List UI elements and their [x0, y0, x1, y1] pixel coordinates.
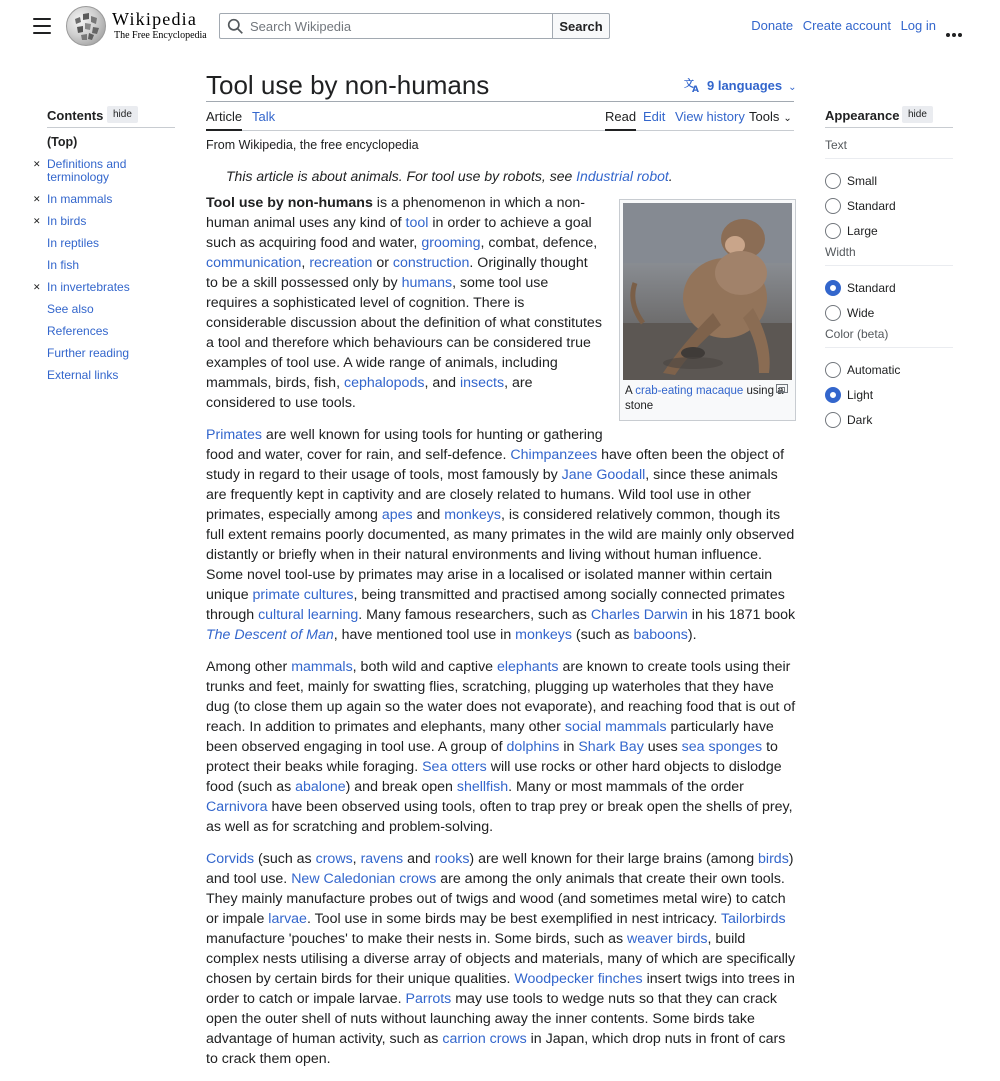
- article-link[interactable]: cephalopods: [343, 375, 425, 391]
- svg-text:A: A: [692, 85, 699, 93]
- toc-item[interactable]: [47, 136, 175, 149]
- caption-link[interactable]: crab-eating macaque: [635, 385, 744, 397]
- article-link[interactable]: New Caledonian crows: [291, 871, 437, 887]
- text-run: or: [372, 255, 393, 271]
- toc-hide-button[interactable]: hide: [107, 106, 138, 123]
- main-menu-icon[interactable]: [33, 18, 51, 34]
- article-link[interactable]: monkeys: [444, 507, 501, 523]
- article-link[interactable]: baboons: [633, 627, 688, 643]
- tab-view-history[interactable]: View history: [675, 109, 745, 124]
- toc-item-label: In birds: [47, 214, 87, 228]
- toc-item[interactable]: [33, 214, 175, 228]
- article-link[interactable]: ravens: [360, 851, 404, 867]
- wikipedia-wordmark[interactable]: [112, 9, 212, 42]
- article-link[interactable]: mammals: [291, 659, 353, 675]
- article-link[interactable]: larvae: [268, 911, 307, 927]
- text-run: ) and tool use.: [206, 851, 794, 887]
- text-run: , combat, defence,: [480, 235, 598, 251]
- tools-label: Tools: [749, 109, 780, 124]
- text-run: ).: [687, 627, 697, 643]
- tab-article[interactable]: Article: [206, 110, 242, 131]
- toc-expand-icon[interactable]: ✕: [33, 216, 41, 226]
- text-run: ,: [301, 255, 310, 271]
- toc-list: [33, 135, 175, 382]
- search-button[interactable]: Search: [552, 13, 610, 39]
- user-links: [745, 18, 936, 33]
- enlarge-icon[interactable]: [776, 384, 788, 393]
- search-box: [219, 13, 553, 39]
- toc-item-label: (Top): [47, 135, 78, 149]
- text-run: . Originally thought to be a skill possessed only by: [206, 255, 588, 291]
- article-link[interactable]: Sea otters: [422, 759, 487, 775]
- radio-label: Wide: [847, 306, 875, 320]
- tab-read[interactable]: Read: [605, 110, 636, 131]
- macaque-photo[interactable]: [623, 203, 792, 380]
- text-run: (such as: [254, 851, 316, 867]
- appearance-section-label: Width: [825, 245, 953, 266]
- text-run: in his 1871 book: [687, 607, 796, 623]
- text-run: (such as: [571, 627, 634, 643]
- article-link[interactable]: Tailorbirds: [720, 911, 786, 927]
- article-link[interactable]: Chimpanzees: [510, 447, 598, 463]
- text-run: may use tools to wedge nuts so that they can crack open the outer shell of nuts without launching away the inner contents. Some birds take advantage of human activity, such as: [206, 991, 777, 1047]
- bold-term: Tool use by non-humans: [206, 195, 373, 211]
- search-icon: [227, 18, 244, 35]
- page-tabs: [206, 102, 794, 131]
- text-run: insert twigs into trees in order to catch or impale larvae.: [206, 971, 795, 1007]
- radio-circle-icon[interactable]: [825, 412, 841, 428]
- tab-talk[interactable]: Talk: [252, 109, 276, 124]
- article-link[interactable]: Corvids: [206, 851, 255, 867]
- article-link[interactable]: crows: [315, 851, 353, 867]
- toc-expand-icon[interactable]: ✕: [33, 159, 41, 169]
- radio-circle-icon[interactable]: [825, 280, 841, 296]
- radio-label: Dark: [847, 413, 873, 427]
- toc-header: [47, 106, 175, 128]
- create-account-link[interactable]: Create account: [802, 18, 891, 33]
- toc-item[interactable]: [33, 280, 175, 294]
- language-button[interactable]: [684, 78, 797, 93]
- radio-label: Standard: [847, 199, 896, 213]
- tab-tools[interactable]: [749, 110, 792, 126]
- macaque-illustration: [623, 203, 792, 380]
- article-link[interactable]: communication: [206, 255, 302, 271]
- article-link[interactable]: sea sponges: [681, 739, 763, 755]
- page-title: Tool use by non-humans: [206, 70, 490, 100]
- hatnote-text: This article is about animals. For tool use by robots, see: [226, 168, 577, 184]
- text-run: . Tool use in some birds may be best exemplified in nest intricacy.: [306, 911, 721, 927]
- text-run: in order to achieve a goal such as acquiring food and water,: [206, 215, 592, 251]
- toc-item-label: In fish: [47, 258, 80, 272]
- appearance-section-label: Text: [825, 138, 953, 159]
- radio-circle-icon[interactable]: [825, 305, 841, 321]
- toc-item-label: In mammals: [47, 192, 113, 206]
- toc-item-label: Further reading: [47, 346, 130, 360]
- article-link[interactable]: monkeys: [515, 627, 572, 643]
- site-sub: From Wikipedia, the free encyclopedia: [206, 138, 419, 152]
- article-link[interactable]: apes: [381, 507, 413, 523]
- text-run: , have mentioned tool use in: [333, 627, 516, 643]
- text-run: Among other: [206, 659, 292, 675]
- text-run: will use rocks or other hard objects to dislodge food (such as: [206, 759, 782, 795]
- article-link[interactable]: Woodpecker finches: [514, 971, 643, 987]
- toc-item[interactable]: [47, 237, 175, 250]
- radio-circle-icon[interactable]: [825, 198, 841, 214]
- article-link[interactable]: Primates: [206, 427, 262, 443]
- article-link[interactable]: The Descent of Man: [206, 627, 334, 643]
- article-link[interactable]: humans: [401, 275, 453, 291]
- toc-item[interactable]: [33, 157, 175, 184]
- text-run: , and: [424, 375, 460, 391]
- text-run: , since these animals are frequently kept in captivity and are closely related to humans. Wild tool use in other primates, especially among: [206, 467, 778, 523]
- article-link[interactable]: weaver birds: [627, 931, 708, 947]
- appearance-section-label: Color (beta): [825, 327, 953, 348]
- article-link[interactable]: social mammals: [564, 719, 667, 735]
- toc-item[interactable]: [47, 303, 175, 316]
- toc-expand-icon[interactable]: ✕: [33, 194, 41, 204]
- site-header: [0, 0, 1000, 52]
- text-run: and: [412, 507, 445, 523]
- toc-item-label: In reptiles: [47, 236, 100, 250]
- radio-circle-icon[interactable]: [825, 223, 841, 239]
- search-input[interactable]: [248, 16, 548, 36]
- radio-circle-icon[interactable]: [825, 173, 841, 189]
- radio-label: Large: [847, 224, 878, 238]
- article-link[interactable]: grooming: [421, 235, 481, 251]
- caption-suffix: using a stone: [625, 385, 784, 412]
- text-run: particularly have been observed engaging in tool use. A group of: [206, 719, 774, 755]
- toc-item-label: References: [47, 324, 109, 338]
- text-run: have often been the object of study in regard to their usage of tools, most famously by: [206, 447, 785, 483]
- article-link[interactable]: Jane Goodall: [561, 467, 646, 483]
- toc-item[interactable]: [33, 192, 175, 206]
- appearance-panel: [825, 106, 953, 427]
- text-run: to protect their beaks while foraging.: [206, 739, 778, 775]
- table-of-contents: [33, 106, 175, 382]
- radio-label: Standard: [847, 281, 896, 295]
- text-run: , both wild and captive: [352, 659, 497, 675]
- toc-item-label: See also: [47, 302, 94, 316]
- paragraph: [206, 849, 796, 1069]
- article-link[interactable]: elephants: [497, 659, 559, 675]
- toc-title: Contents: [47, 108, 104, 123]
- text-run: . Many famous researchers, such as: [358, 607, 591, 623]
- text-run: ) and break open: [345, 779, 457, 795]
- radio-circle-icon[interactable]: [825, 387, 841, 403]
- radio-label: Automatic: [847, 363, 901, 377]
- paragraph: [206, 657, 796, 837]
- article-link[interactable]: Parrots: [405, 991, 452, 1007]
- article-link[interactable]: primate cultures: [252, 587, 354, 603]
- article-link[interactable]: tool: [405, 215, 429, 231]
- article-link[interactable]: recreation: [309, 255, 373, 271]
- hatnote: [226, 168, 673, 184]
- text-run: , some tool use requires a sophisticated level of cognition. There is considerable discussion about the definition of what constitutes a tool and therefore which behaviours can be considered true examples of tool use. A wide range of animals, including mammals, birds, fish,: [206, 275, 602, 391]
- wordmark-title: Wikipedia: [112, 9, 198, 29]
- language-count: 9 languages: [707, 78, 783, 93]
- language-icon: [684, 78, 701, 93]
- text-run: ) are well known for their large brains (among: [469, 851, 759, 867]
- toc-item-label: In invertebrates: [47, 280, 130, 294]
- article-link[interactable]: Shark Bay: [578, 739, 644, 755]
- appearance-header: [825, 106, 953, 128]
- text-run: uses: [643, 739, 682, 755]
- text-run: , is considered relatively common, though its full extent remains poorly documented, as many primates in the wild are mainly only observed distantly or briefly when in their natural environments and living without human influence. Some novel tool-use by primates may arise in a localised or isolated manner within certain unique: [206, 507, 795, 603]
- hatnote-link[interactable]: Industrial robot: [576, 168, 669, 184]
- text-run: ,: [352, 851, 361, 867]
- article-link[interactable]: carrion crows: [442, 1031, 527, 1047]
- text-run: in: [559, 739, 579, 755]
- article-link[interactable]: construction: [392, 255, 470, 271]
- chevron-down-icon: ⌄: [788, 82, 797, 93]
- article-link[interactable]: Carnivora: [206, 799, 268, 815]
- text-run: are well known for using tools for hunting or gathering food and water, cover for rain, and self-defence.: [206, 427, 603, 463]
- appearance-hide-button[interactable]: hide: [902, 106, 933, 123]
- article-link[interactable]: insects: [459, 375, 505, 391]
- toc-item-label: Definitions and terminology: [47, 157, 127, 184]
- wikipedia-globe-logo[interactable]: [66, 6, 106, 46]
- toc-item[interactable]: [47, 369, 175, 382]
- article-link[interactable]: birds: [758, 851, 789, 867]
- text-run: , are considered to use tools.: [206, 375, 533, 411]
- text-run: have been observed using tools, often to trap prey or break open the shells of prey, as well as for scratching and problem-solving.: [206, 799, 793, 835]
- log-in-link[interactable]: Log in: [900, 18, 936, 33]
- article-link[interactable]: dolphins: [506, 739, 560, 755]
- text-run: , being transmitted and practised among socially connected primates through: [206, 587, 785, 623]
- article-link[interactable]: rooks: [434, 851, 470, 867]
- toc-item-label: External links: [47, 368, 119, 382]
- donate-link[interactable]: Donate: [751, 18, 794, 33]
- caption-prefix: A: [625, 385, 636, 397]
- radio-label: Small: [847, 174, 878, 188]
- paragraph: [206, 425, 796, 645]
- toc-item[interactable]: [47, 325, 175, 338]
- thumbnail-caption: [623, 380, 792, 417]
- svg-text:文: 文: [684, 79, 694, 90]
- radio-label: Light: [847, 388, 874, 402]
- chevron-down-icon: ⌄: [783, 113, 792, 124]
- toc-expand-icon[interactable]: ✕: [33, 282, 41, 292]
- wordmark-tagline: The Free Encyclopedia: [114, 30, 207, 41]
- toc-item[interactable]: [47, 259, 175, 272]
- article-link[interactable]: abalone: [295, 779, 346, 795]
- radio-circle-icon[interactable]: [825, 362, 841, 378]
- article-link[interactable]: shellfish: [456, 779, 509, 795]
- article-body: [206, 193, 796, 1081]
- text-run: manufacture 'pouches' to make their nests in. Some birds, such as: [206, 931, 628, 947]
- text-run: . Many or most mammals of the order: [508, 779, 744, 795]
- hatnote-suffix: .: [668, 168, 673, 184]
- thumbnail: [619, 199, 796, 421]
- text-run: is a phenomenon in which a non-human animal uses any kind of: [206, 195, 586, 231]
- text-run: and: [403, 851, 435, 867]
- tab-edit[interactable]: Edit: [643, 109, 666, 124]
- text-run: , build complex nests utilising a diverse array of objects and materials, many of which are specifically chosen by certain birds for their unique qualities.: [206, 931, 796, 987]
- text-run: are among the only animals that create their own tools. They mainly manufacture probes out of twigs and wood (and sometimes metal wire) to catch or impale: [206, 871, 786, 927]
- text-run: in Japan, which drop nuts in front of cars to crack them open.: [206, 1031, 786, 1067]
- more-options-icon[interactable]: [946, 24, 964, 29]
- text-run: are known to create tools using their trunks and feet, mainly for swatting flies, scratching, plugging up waterholes that they have dug (to close them up again so the water does not evaporate), and reaching food that is out of reach. In addition to primates and elephants, many other: [206, 659, 796, 735]
- appearance-title: Appearance: [825, 108, 900, 123]
- article-link[interactable]: cultural learning: [258, 607, 359, 623]
- article-link[interactable]: Charles Darwin: [590, 607, 688, 623]
- toc-item[interactable]: [47, 347, 175, 360]
